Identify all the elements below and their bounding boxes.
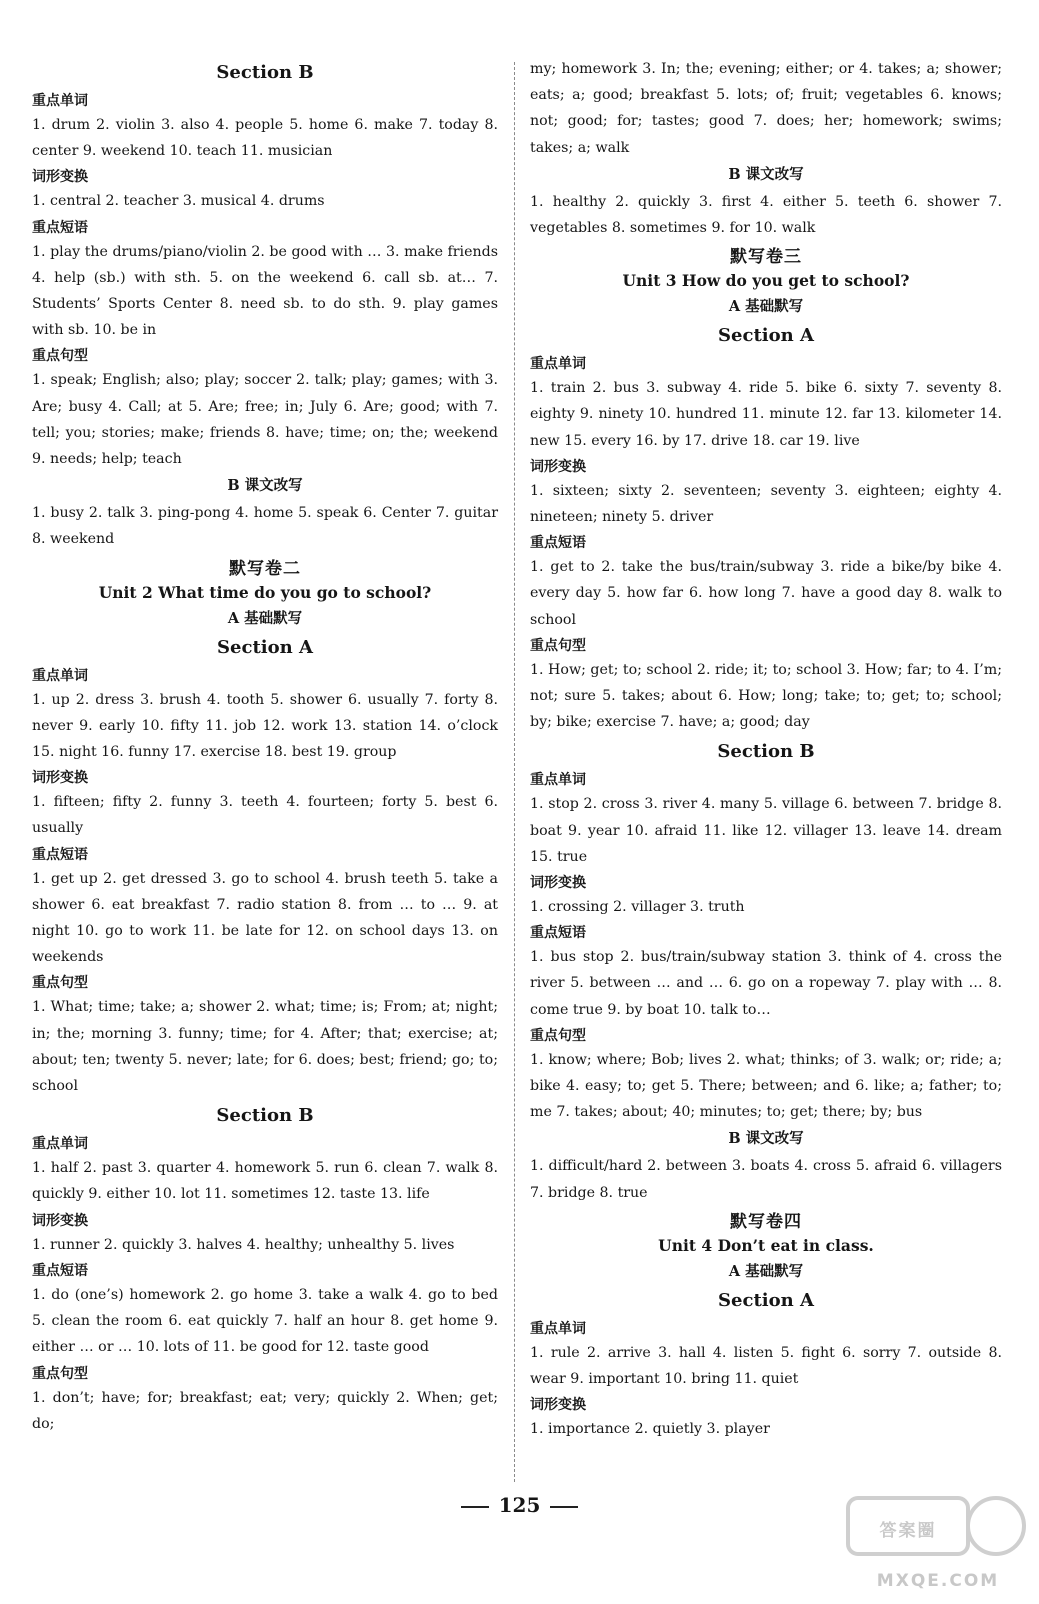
watermark-text-en: MXQE.COM	[876, 1571, 1000, 1591]
answer-text: 1. half 2. past 3. quarter 4. homework 5. run 6. clean 7. walk 8. quickly 9. either 10. lot 11. sometimes 12. taste 13. life	[32, 1160, 498, 1203]
subsection-heading: A 基础默写	[728, 298, 804, 316]
answer-text: 1. speak; English; also; play; soccer 2. talk; play; games; with 3. Are; busy 4. Call; at 5. Are; free; in; July 6. Are; good; with 7. tell; you; stories; make; friends 8. have; time; on; the; weekend 9. needs; help; teach	[32, 372, 498, 468]
paper-title: 默写卷三	[730, 247, 802, 268]
answer-text: 1. drum 2. violin 3. also 4. people 5. home 6. make 7. today 8. center 9. weekend 10. teach 11. musician	[32, 117, 498, 160]
answer-text: 1. stop 2. cross 3. river 4. many 5. village 6. between 7. bridge 8. boat 9. year 10. afraid 11. like 12. villager 13. leave 14. dream 15. true	[530, 796, 1002, 865]
answer-text: 1. difficult/hard 2. between 3. boats 4. cross 5. afraid 6. villagers 7. bridge 8. true	[530, 1158, 1002, 1201]
left-column	[32, 56, 498, 1437]
unit-title: Unit 4 Don’t eat in class.	[658, 1235, 874, 1255]
category-label: 重点短语	[32, 219, 88, 236]
category-label: 词形变换	[530, 458, 586, 475]
watermark-logo	[838, 1490, 1038, 1600]
category-label: 重点短语	[530, 535, 586, 552]
answer-text: 1. train 2. bus 3. subway 4. ride 5. bike 6. sixty 7. seventy 8. eighty 9. ninety 10. hundred 11. minute 12. far 13. kilometer 14. new 15. every 16. by 17. drive 18. car 19. live	[530, 380, 1002, 449]
answer-text: 1. crossing 2. villager 3. truth	[530, 899, 745, 916]
right-column	[530, 56, 1002, 1443]
dash-left	[461, 1506, 489, 1508]
answer-text: 1. What; time; take; a; shower 2. what; time; is; From; at; night; in; the; morning 3. funny; time; for 4. After; that; exercise; at; about; ten; twenty 5. never; late; for 6. does; best; friend; go; to; school	[32, 999, 498, 1095]
category-label: 词形变换	[530, 875, 586, 892]
answer-text: 1. central 2. teacher 3. musical 4. drums	[32, 193, 325, 210]
category-label: 重点单词	[32, 93, 88, 109]
watermark-text-cn: 答案圈	[879, 1521, 937, 1541]
dash-right	[550, 1506, 578, 1508]
answer-text: 1. busy 2. talk 3. ping-pong 4. home 5. speak 6. Center 7. guitar 8. weekend	[32, 505, 498, 548]
answer-text: 1. do (one’s) homework 2. go home 3. take a walk 4. go to bed 5. clean the room 6. eat quickly 7. half an hour 8. get home 9. either … or … 10. lots of 11. be good for 12. taste good	[32, 1286, 498, 1356]
subsection-heading: B 课文改写	[227, 477, 303, 495]
category-label: 重点单词	[530, 772, 586, 789]
category-label: 重点单词	[530, 356, 586, 373]
category-label: 词形变换	[32, 1212, 88, 1229]
category-label: 词形变换	[32, 169, 88, 186]
subsection-heading: B 课文改写	[728, 1130, 804, 1148]
category-label: 词形变换	[32, 770, 88, 787]
section-heading: Section A	[217, 636, 313, 658]
answer-text: 1. play the drums/piano/violin 2. be good with … 3. make friends 4. help (sb.) with sth. 5. on the weekend 6. call sb. at… 7. Students’ Sports Center 8. need sb. to do sth. 9. play games with sb. 10. be in	[32, 243, 498, 339]
category-label: 重点短语	[32, 1262, 88, 1279]
answer-text: 1. get up 2. get dressed 3. go to school 4. brush teeth 5. take a shower 6. eat breakfast 7. radio station 8. from … to … 9. at night 10. go to work 11. be late for 12. on school days 13. on weekends	[32, 870, 498, 966]
section-heading: Section A	[718, 1289, 814, 1311]
subsection-heading: A 基础默写	[728, 1262, 804, 1280]
category-label: 词形变换	[530, 1397, 586, 1414]
section-heading: Section B	[717, 741, 815, 763]
answer-text: 1. healthy 2. quickly 3. first 4. either 5. teeth 6. shower 7. vegetables 8. sometimes 9. for 10. walk	[530, 193, 1002, 237]
category-label: 重点单词	[32, 667, 88, 684]
paper-title: 默写卷四	[730, 1211, 802, 1232]
category-label: 重点句型	[530, 637, 586, 654]
unit-title: Unit 3 How do you get to school?	[622, 271, 910, 291]
answer-text: 1. up 2. dress 3. brush 4. tooth 5. shower 6. usually 7. forty 8. never 9. early 10. fifty 11. job 12. work 13. station 14. o’clock 15. night 16. funny 17. exercise 18. best 19. group	[32, 691, 498, 761]
answer-text: 1. runner 2. quickly 3. halves 4. healthy; unhealthy 5. lives	[32, 1236, 455, 1253]
category-label: 重点句型	[32, 1365, 88, 1382]
answer-text: 1. bus stop 2. bus/train/subway station 3. think of 4. cross the river 5. between … and … 6. go on a ropeway 7. play with … 8. come true 9. by boat 10. talk to…	[530, 949, 1002, 1018]
subsection-heading: A 基础默写	[227, 609, 303, 627]
category-label: 重点短语	[530, 925, 586, 942]
category-label: 重点句型	[32, 975, 88, 992]
column-divider	[514, 62, 515, 1482]
section-heading: Section B	[216, 62, 314, 83]
page-number-text: 125	[498, 1493, 541, 1517]
answer-text: 1. rule 2. arrive 3. hall 4. listen 5. fight 6. sorry 7. outside 8. wear 9. important 10. bring 11. quiet	[530, 1344, 1002, 1388]
category-label: 重点短语	[32, 846, 88, 863]
section-heading: Section B	[216, 1105, 314, 1127]
unit-title: Unit 2 What time do you go to school?	[98, 582, 432, 602]
answer-text: 1. importance 2. quietly 3. player	[530, 1421, 770, 1438]
category-label: 重点单词	[32, 1136, 88, 1153]
watermark-icon	[838, 1490, 1038, 1600]
answer-text: 1. sixteen; sixty 2. seventeen; seventy 3. eighteen; eighty 4. nineteen; ninety 5. driver	[530, 482, 1002, 526]
category-label: 重点句型	[530, 1027, 586, 1044]
section-heading: Section A	[718, 325, 814, 347]
answer-text: 1. fifteen; fifty 2. funny 3. teeth 4. fourteen; forty 5. best 6. usually	[32, 794, 498, 837]
answer-text: 1. How; get; to; school 2. ride; it; to; school 3. How; far; to 4. I’m; not; sure 5. takes; about 6. How; long; take; to; get; to; school; by; bike; exercise 7. have; a; good; day	[530, 661, 1002, 731]
category-label: 重点单词	[530, 1320, 586, 1337]
answer-text: my; homework 3. In; the; evening; either; or 4. takes; a; shower; eats; a; good; breakfast 5. lots; of; fruit; vegetables 6. knows; not; good; for; tastes; good 7. does; her; homework; swims; takes; a; walk	[530, 61, 1002, 156]
paper-title: 默写卷二	[229, 558, 301, 579]
answer-text: 1. know; where; Bob; lives 2. what; thinks; of 3. walk; or; ride; a; bike 4. easy; to; get 5. There; between; and 6. like; a; father; to; me 7. takes; about; 40; minutes; to; get; there; by; bus	[530, 1051, 1002, 1121]
category-label: 重点句型	[32, 348, 88, 365]
subsection-heading: B 课文改写	[728, 165, 804, 183]
answer-text: 1. get to 2. take the bus/train/subway 3. ride a bike/by bike 4. every day 5. how far 6. how long 7. have a good day 8. walk to school	[530, 559, 1002, 628]
answer-text: 1. don’t; have; for; breakfast; eat; very; quickly 2. When; get; do;	[32, 1389, 498, 1432]
